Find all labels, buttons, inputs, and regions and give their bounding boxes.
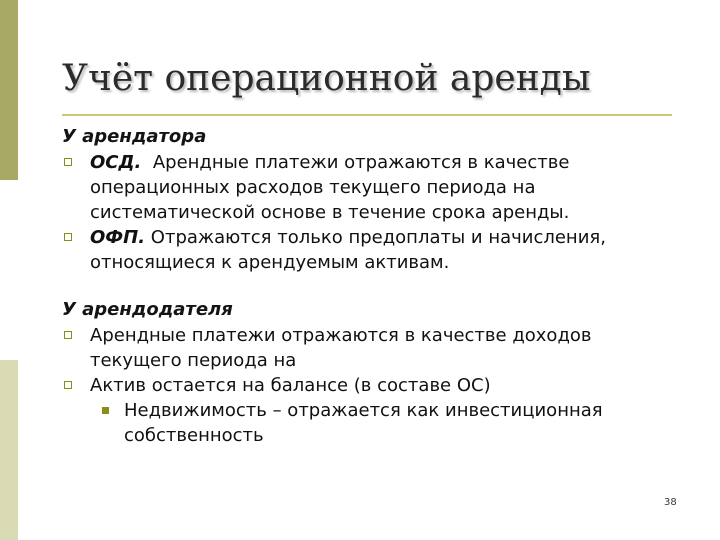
lessee-item-lead: ОСД. — [90, 152, 142, 173]
lessee-item-lead: ОФП. — [90, 227, 146, 248]
hollow-square-bullet-icon — [64, 331, 72, 339]
lessor-sub-item-real-estate — [62, 398, 682, 448]
hollow-square-bullet-icon — [64, 158, 72, 166]
lessee-item-text: Отражаются только предоплаты и начисления, относящиеся к арендуемым активам. — [90, 227, 606, 273]
lessor-item-text: Арендные платежи отражаются в качестве доходов текущего периода на — [90, 325, 592, 371]
lessor-item-payments — [62, 323, 682, 373]
lessor-item-text: Актив остается на балансе (в составе ОС) — [90, 375, 491, 396]
accent-bar-middle-segment — [0, 180, 18, 360]
filled-square-bullet-icon — [102, 407, 109, 414]
lessee-item-ofp — [62, 225, 682, 275]
slide-title: Учёт операционной аренды — [62, 58, 591, 99]
accent-bar-top-segment — [0, 0, 18, 180]
hollow-square-bullet-icon — [64, 381, 72, 389]
hollow-square-bullet-icon — [64, 233, 72, 241]
page-number: 38 — [664, 497, 677, 508]
section-spacer — [62, 275, 682, 297]
lessee-item-text: Арендные платежи отражаются в качестве операционных расходов текущего периода на систематической основе в течение срока аренды. — [90, 152, 570, 223]
lessee-heading: У арендатора — [62, 126, 207, 147]
accent-bar-bottom-segment — [0, 360, 18, 540]
title-underline — [62, 114, 672, 116]
lessor-item-asset — [62, 373, 682, 398]
lessor-heading: У арендодателя — [62, 299, 233, 320]
slide-body — [62, 124, 682, 448]
left-accent-bar — [0, 0, 18, 540]
lessor-sub-item-text: Недвижимость – отражается как инвестиционная собственность — [124, 400, 603, 446]
lessee-item-osd — [62, 150, 682, 225]
